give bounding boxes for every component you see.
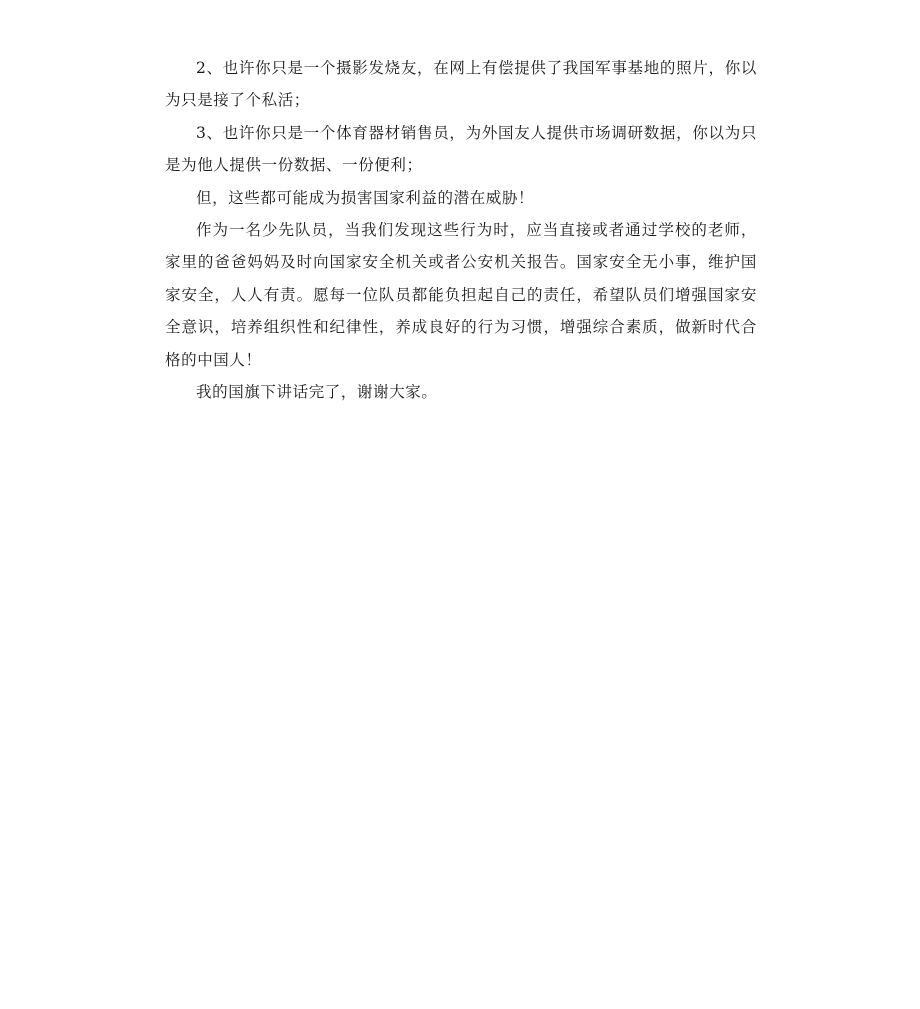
paragraph-warning: 但，这些都可能成为损害国家利益的潜在威胁！ bbox=[196, 188, 535, 207]
paragraph-item-2: 2、也许你只是一个摄影发烧友，在网上有偿提供了我国军事基地的照片，你以为只是接了个私活； bbox=[165, 59, 757, 110]
paragraph-item-3: 3、也许你只是一个体育器材销售员，为外国友人提供市场调研数据，你以为只是为他人提供一份数据、一份便利； bbox=[165, 123, 757, 175]
paragraph-call-to-action: 作为一名少先队员，当我们发现这些行为时，应当直接或者通过学校的老师，家里的爸爸妈妈及时向国家安全机关或者公安机关报告。国家安全无小事，维护国家安全，人人有责。愿每一位队员都能负担起自己的责任，希望队员们增强国家安全意识，培养组织性和纪律性，养成良好的行为习惯，增强综合素质，做新时代合格的中国人！ bbox=[165, 221, 757, 369]
document-body bbox=[165, 52, 757, 408]
paragraph-closing: 我的国旗下讲话完了，谢谢大家。 bbox=[196, 383, 438, 402]
